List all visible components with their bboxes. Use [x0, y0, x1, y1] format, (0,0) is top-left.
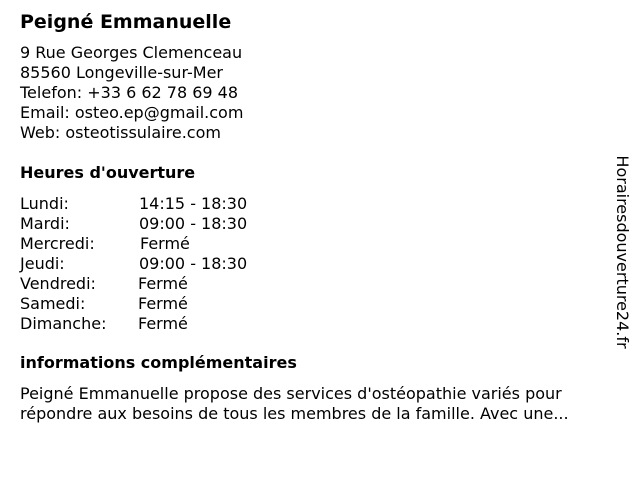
day-hours: Fermé	[138, 294, 188, 313]
phone-number: Telefon: +33 6 62 78 69 48	[20, 83, 239, 102]
day-hours: Fermé	[140, 234, 190, 253]
opening-hours-heading: Heures d'ouverture	[20, 163, 196, 182]
hours-row-thursday	[20, 254, 320, 274]
day-label: Samedi:	[20, 294, 86, 313]
contact-block	[20, 43, 243, 143]
hours-row-saturday	[20, 294, 320, 314]
day-hours: 09:00 - 18:30	[139, 214, 248, 233]
website: Web: osteotissulaire.com	[20, 123, 221, 142]
hours-row-friday	[20, 274, 320, 294]
day-hours: Fermé	[138, 314, 188, 333]
hours-row-wednesday	[20, 234, 320, 254]
day-label: Lundi:	[20, 194, 69, 213]
business-name: Peigné Emmanuelle	[20, 11, 232, 33]
day-hours: 14:15 - 18:30	[139, 194, 248, 213]
address-city: 85560 Longeville-sur-Mer	[20, 63, 223, 82]
opening-hours-table	[20, 194, 320, 334]
day-label: Mardi:	[20, 214, 70, 233]
description-line: répondre aux besoins de tous les membres de la famille. Avec une...	[20, 404, 569, 423]
hours-row-sunday	[20, 314, 320, 334]
day-label: Dimanche:	[20, 314, 107, 333]
site-watermark: Horairesdouverture24.fr	[613, 155, 632, 349]
hours-row-tuesday	[20, 214, 320, 234]
hours-row-monday	[20, 194, 320, 214]
address-street: 9 Rue Georges Clemenceau	[20, 43, 243, 62]
day-label: Vendredi:	[20, 274, 96, 293]
additional-info-heading: informations complémentaires	[20, 353, 297, 372]
day-label: Mercredi:	[20, 234, 95, 253]
email-address: Email: osteo.ep@gmail.com	[20, 103, 244, 122]
business-description	[20, 384, 620, 424]
description-line: Peigné Emmanuelle propose des services d'ostéopathie variés pour	[20, 384, 562, 403]
day-label: Jeudi:	[20, 254, 65, 273]
day-hours: Fermé	[138, 274, 188, 293]
day-hours: 09:00 - 18:30	[139, 254, 248, 273]
